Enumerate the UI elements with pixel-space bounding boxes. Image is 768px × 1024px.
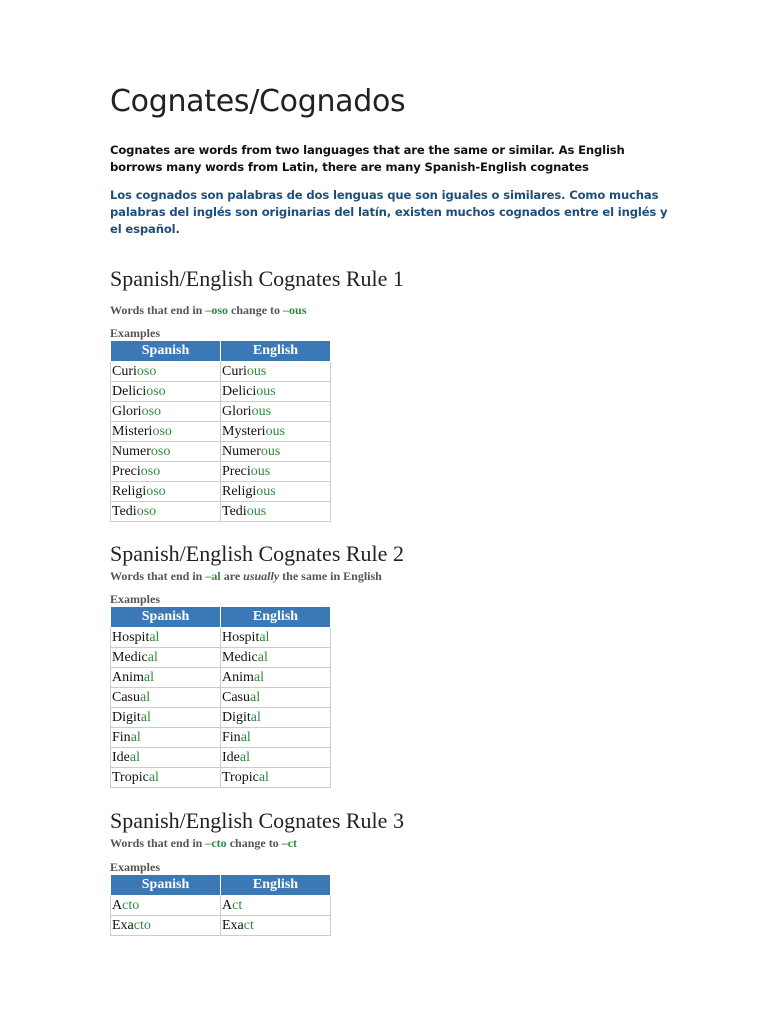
word-suffix: ous [256,383,276,399]
word-stem: Digit [222,709,251,725]
word-stem: Exa [112,917,134,933]
spanish-word [111,708,221,728]
rule-2-heading: Spanish/English Cognates Rule 2 [110,541,404,566]
header-spanish: Spanish [111,607,221,628]
word-stem: Tropic [222,769,259,785]
word-stem: Anim [222,669,254,685]
english-word [221,462,331,482]
rule-3-table [110,874,331,936]
page-title: Cognates/Cognados [110,84,406,119]
word-stem: Religi [112,483,147,499]
word-suffix: al [149,629,160,645]
table-row [111,708,331,728]
word-stem: Anim [112,669,144,685]
table-row [111,502,331,522]
word-suffix: al [257,649,268,665]
english-word [221,502,331,522]
english-word [221,748,331,768]
word-stem: Numer [112,443,151,459]
english-word [221,402,331,422]
spanish-word [111,482,221,502]
rule-2-description [110,569,382,584]
spanish-word [111,728,221,748]
table-row [111,748,331,768]
header-spanish: Spanish [111,341,221,362]
word-suffix: ous [256,483,276,499]
word-stem: Preci [112,463,141,479]
spanish-word [111,442,221,462]
table-row [111,442,331,462]
word-stem: Casu [112,689,140,705]
spanish-word [111,916,221,936]
header-spanish: Spanish [111,875,221,896]
spanish-word [111,402,221,422]
word-suffix: cto [122,897,140,913]
rule-1-desc-pre: Words that end in [110,303,206,317]
table-row [111,402,331,422]
english-word [221,768,331,788]
spanish-word [111,462,221,482]
word-suffix: al [250,709,261,725]
english-word [221,896,331,916]
spanish-word [111,896,221,916]
word-suffix: al [253,669,264,685]
english-word [221,916,331,936]
word-suffix: oso [146,383,166,399]
header-english: English [221,875,331,896]
word-stem: Medic [112,649,148,665]
word-stem: Glori [112,403,142,419]
word-stem: Tedi [112,503,137,519]
spanish-word [111,362,221,382]
word-suffix: al [140,709,151,725]
word-suffix: oso [136,503,157,519]
word-stem: Hospit [112,629,150,645]
table-row [111,728,331,748]
word-suffix: oso [136,363,157,379]
rule-2-desc-mid: are [220,569,244,583]
header-english: English [221,341,331,362]
rule-2-desc-post: the same in English [279,569,382,583]
word-suffix: al [250,689,261,705]
spanish-word [111,502,221,522]
english-word [221,382,331,402]
word-stem: Exa [222,917,244,933]
word-suffix: oso [141,403,162,419]
rule-1-desc-mid: change to [228,303,284,317]
word-suffix: al [129,749,140,765]
rule-1-table [110,340,331,522]
word-stem: Religi [222,483,257,499]
word-stem: Ide [222,749,240,765]
spanish-word [111,668,221,688]
word-stem: Ide [112,749,130,765]
word-suffix: ous [246,503,267,519]
rule-2-examples-label: Examples [110,592,161,606]
table-row [111,916,331,936]
word-suffix: al [240,729,251,745]
table-header-row [111,607,331,628]
spanish-word [111,422,221,442]
word-stem: Hospit [222,629,260,645]
word-stem: Delici [112,383,147,399]
word-stem: Glori [222,403,252,419]
table-row [111,628,331,648]
table-row [111,482,331,502]
rule-1-heading: Spanish/English Cognates Rule 1 [110,266,404,291]
english-word [221,442,331,462]
rule-1-examples-label: Examples [110,326,161,340]
spanish-word [111,628,221,648]
word-suffix: oso [140,463,161,479]
english-word [221,628,331,648]
rule-2-desc-emphasis: usually [243,569,280,583]
word-stem: Fin [112,729,131,745]
table-row [111,382,331,402]
english-word [221,422,331,442]
spanish-word [111,688,221,708]
rule-1-desc-suffix-en: –ous [283,303,307,317]
table-row [111,648,331,668]
word-suffix: ct [243,917,254,933]
table-row [111,896,331,916]
word-stem: Preci [222,463,251,479]
english-word [221,362,331,382]
word-stem: A [112,897,123,913]
english-word [221,648,331,668]
english-word [221,688,331,708]
rule-2-desc-pre: Words that end in [110,569,206,583]
rule-3-heading: Spanish/English Cognates Rule 3 [110,808,404,833]
word-stem: Misteri [112,423,153,439]
table-row [111,688,331,708]
word-suffix: al [147,649,158,665]
word-suffix: ous [265,423,286,439]
word-suffix: al [259,629,270,645]
rule-3-desc-suffix-es: –cto [205,836,227,850]
header-english: English [221,607,331,628]
word-stem: Tropic [112,769,149,785]
spanish-word [111,768,221,788]
table-row [111,768,331,788]
rule-3-desc-mid: change to [226,836,282,850]
intro-english: Cognates are words from two languages that are the same or similar. As English borrows many words from Latin, there are many Spanish-English cognates [110,143,625,174]
table-header-row [111,341,331,362]
word-suffix: al [258,769,269,785]
word-suffix: al [148,769,159,785]
word-stem: Digit [112,709,141,725]
spanish-word [111,648,221,668]
word-suffix: al [143,669,154,685]
rule-1-desc-suffix-es: –oso [205,303,229,317]
english-word [221,482,331,502]
english-word [221,668,331,688]
word-suffix: ous [250,463,271,479]
word-suffix: ous [251,403,272,419]
spanish-word [111,748,221,768]
rule-2-desc-suffix-es: –al [205,569,221,583]
word-stem: Medic [222,649,258,665]
table-header-row [111,875,331,896]
table-row [111,422,331,442]
word-stem: A [222,897,233,913]
word-suffix: ous [246,363,267,379]
rule-3-examples-label: Examples [110,860,161,874]
table-row [111,362,331,382]
rule-2-table [110,606,331,788]
word-stem: Curi [112,363,137,379]
word-stem: Fin [222,729,241,745]
word-suffix: oso [152,423,172,439]
rule-3-description [110,836,297,851]
word-suffix: al [239,749,250,765]
rule-3-desc-pre: Words that end in [110,836,206,850]
word-stem: Mysteri [222,423,266,439]
word-suffix: ous [260,443,281,459]
english-word [221,728,331,748]
word-suffix: oso [146,483,166,499]
word-suffix: al [140,689,151,705]
rule-3-desc-suffix-en: –ct [281,836,298,850]
table-row [111,668,331,688]
word-suffix: al [130,729,141,745]
table-row [111,462,331,482]
rule-1-description [110,303,306,318]
intro-spanish: Los cognados son palabras de dos lenguas que son iguales o similares. Como muchas palabras del inglés son originarias del latín, existen muchos cognados entre el inglés y el español. [110,188,668,236]
word-suffix: cto [133,917,151,933]
word-stem: Casu [222,689,250,705]
word-stem: Tedi [222,503,247,519]
word-suffix: oso [150,443,171,459]
english-word [221,708,331,728]
word-suffix: ct [232,897,243,913]
word-stem: Curi [222,363,247,379]
word-stem: Delici [222,383,257,399]
spanish-word [111,382,221,402]
word-stem: Numer [222,443,261,459]
